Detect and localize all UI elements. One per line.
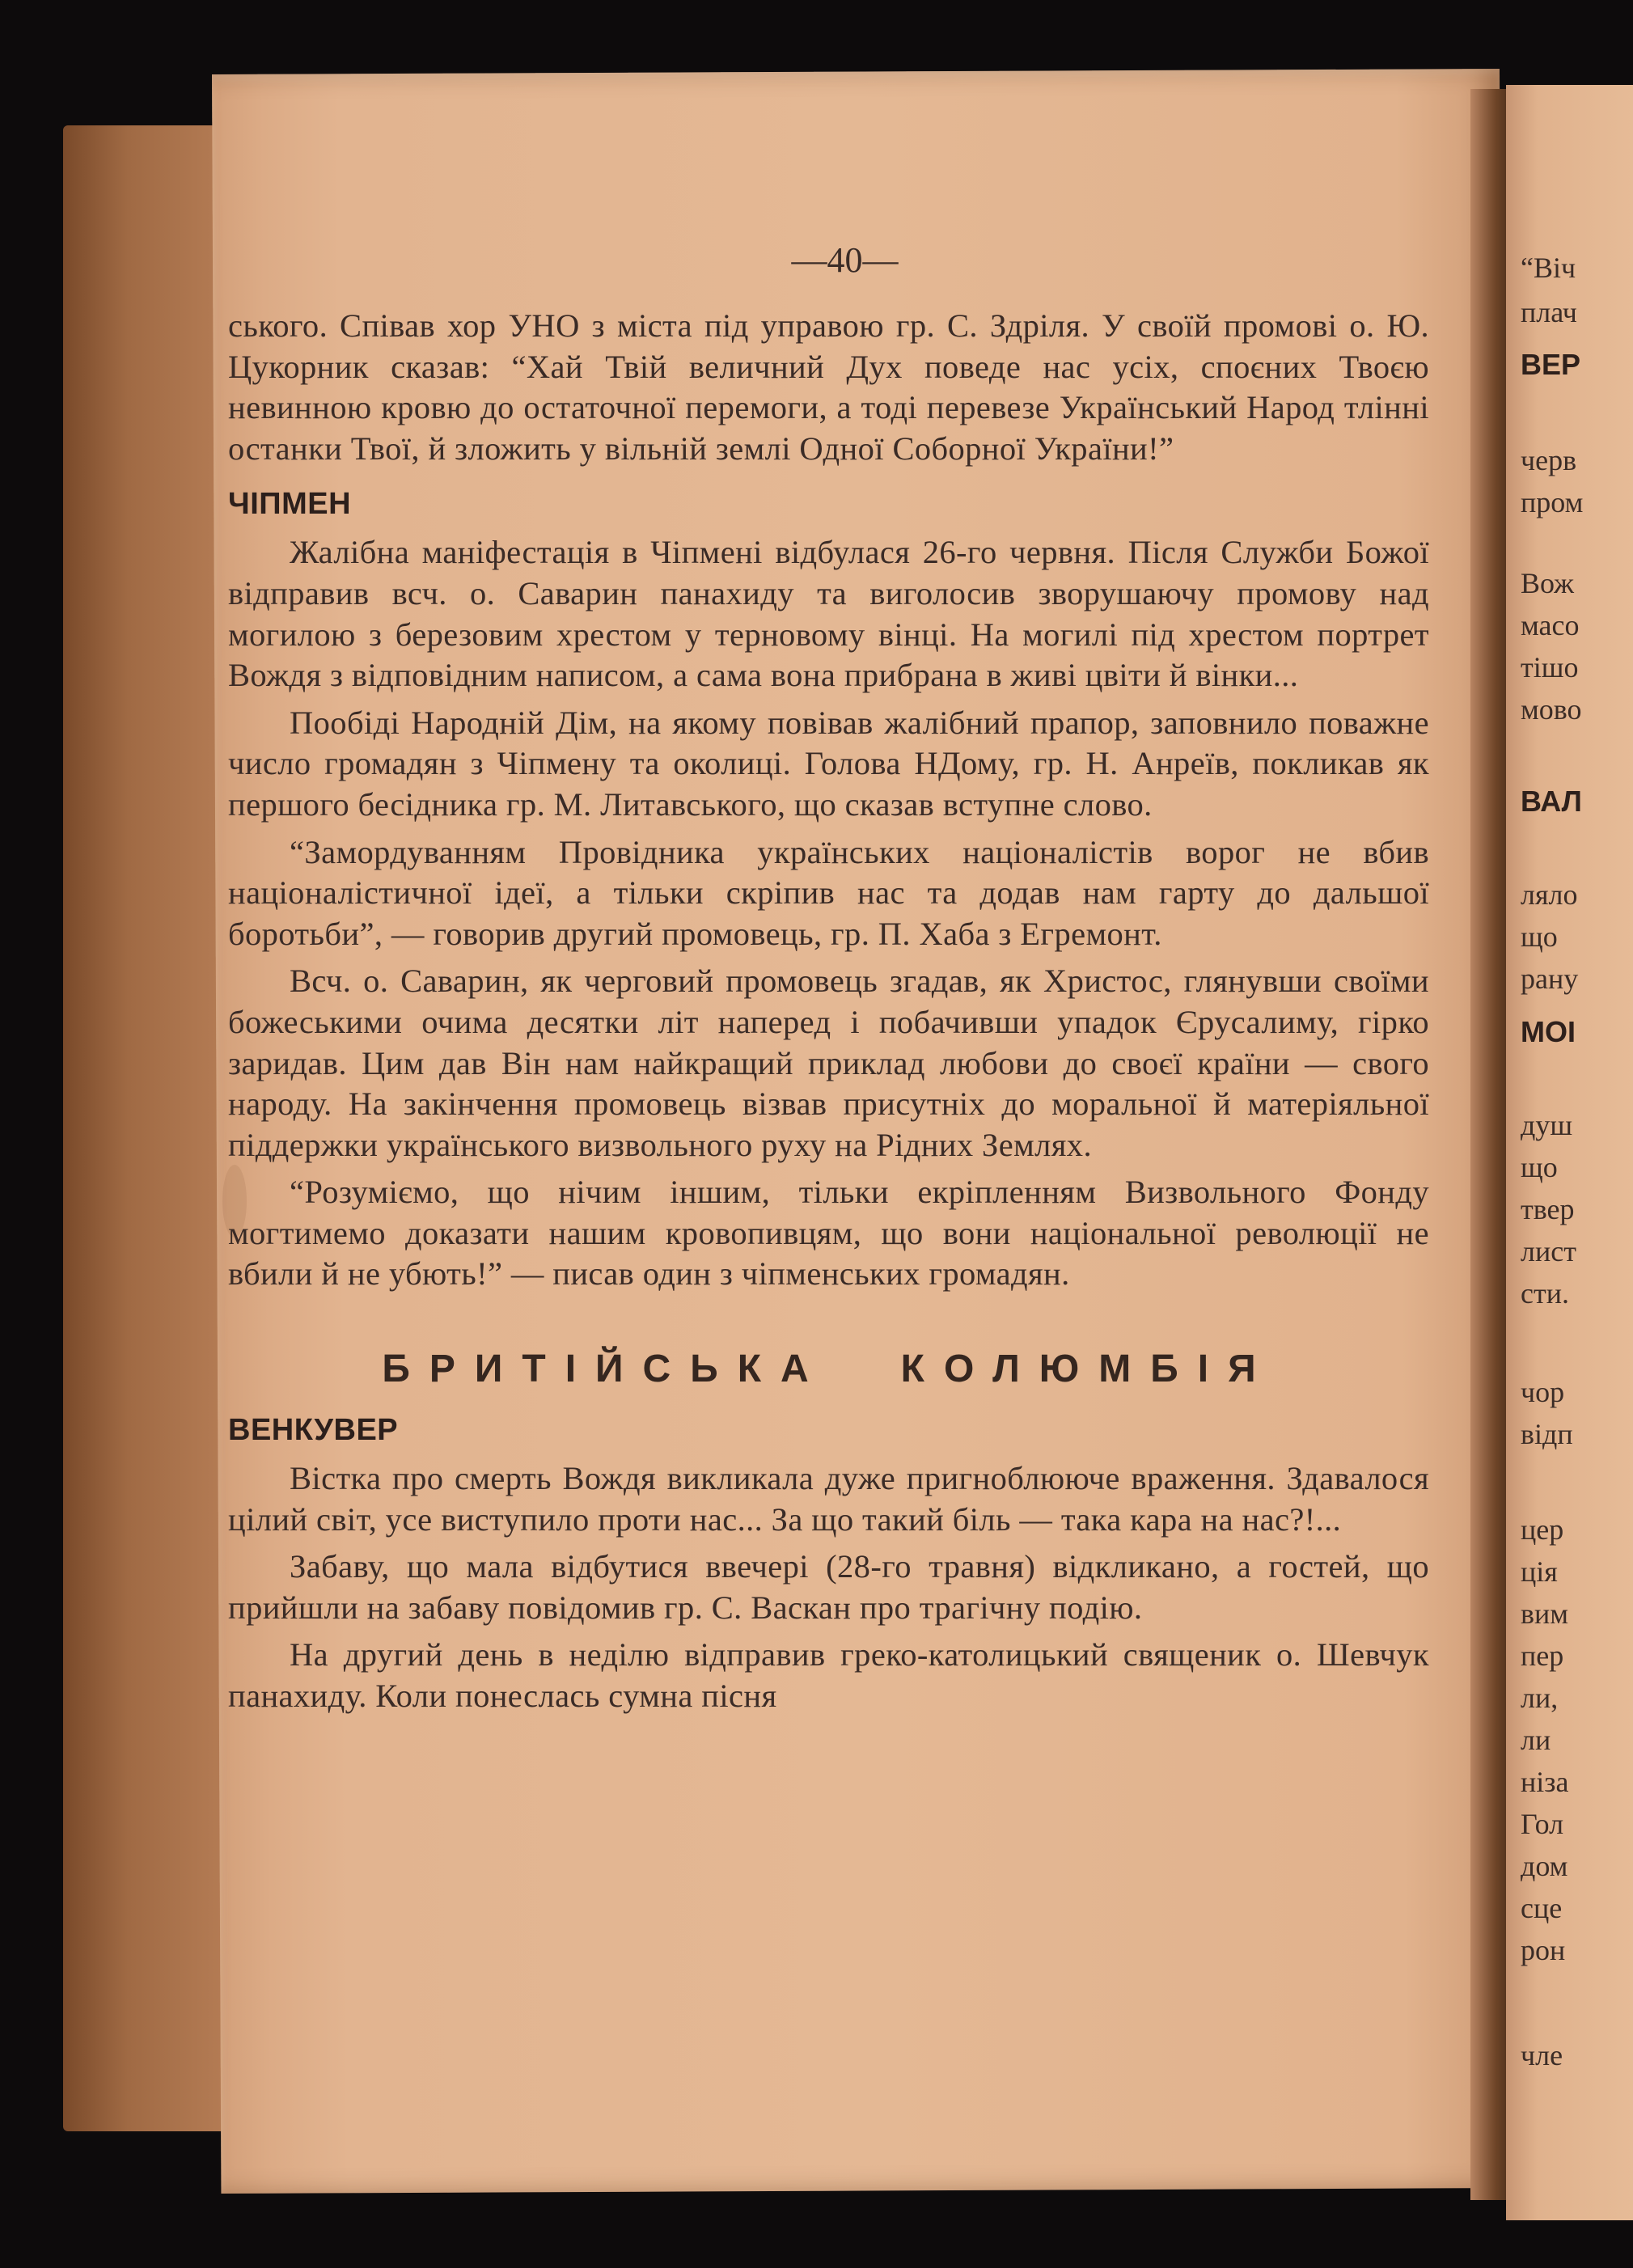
facing-page-fragment: душ xyxy=(1521,1109,1573,1141)
facing-page-fragment: цер xyxy=(1521,1513,1564,1546)
page-number: —40— xyxy=(791,240,899,280)
facing-page-fragment: “Віч xyxy=(1521,252,1576,284)
province-word-2: КОЛЮМБІЯ xyxy=(900,1348,1276,1391)
facing-page-fragment: вим xyxy=(1521,1597,1569,1630)
chipmen-paragraph: Жалібна маніфестація в Чіпмені відбулася 26-го червня. Після Служби Божої відправив всч. о. Саварин панахиду та виголосив зворушаючу промову над могилою з березовим хрестом у терновому вінці. На могилі під хрестом портрет Вождя з відповідним написом, а сама вона прибрана в живі цвіти й вінки... xyxy=(228,534,1429,694)
vancouver-paragraph: На другий день в неділю відправив греко-католицький священик о. Шевчук панахиду. Коли понеслась сумна пісня xyxy=(228,1636,1429,1715)
facing-page-fragment: Вож xyxy=(1521,567,1574,599)
vancouver-paragraph: Забаву, що мала відбутися ввечері (28-го травня) відкликано, а гостей, що прийшли на забаву повідомив гр. С. Васкан про трагічну подію. xyxy=(228,1548,1429,1626)
facing-page-fragment: ВАЛ xyxy=(1521,785,1582,818)
facing-page-fragment: черв xyxy=(1521,444,1577,476)
lead-paragraph: ського. Співав хор УНО з міста під управою гр. С. Здріля. У своїй промові о. Ю. Цукорник сказав: “Хай Твій величний Дух поведе нас усіх, споєних Твоєю невинною кровю до остаточної перемоги, а тоді перевезе Український Народ тлінні останки Твої, й зложить у вільній землі Одної Соборної України!” xyxy=(228,307,1429,467)
facing-page-fragment: рон xyxy=(1521,1934,1566,1966)
facing-page-fragment: плач xyxy=(1521,296,1577,328)
facing-page-fragment: ли, xyxy=(1521,1682,1559,1714)
facing-page-fragment: твер xyxy=(1521,1193,1575,1225)
facing-page-fragment: ляло xyxy=(1521,878,1578,911)
province-word-1: БРИТІЙСЬКА xyxy=(382,1348,828,1391)
facing-page-fragment: дом xyxy=(1521,1850,1568,1882)
facing-page-fragment: рану xyxy=(1521,963,1579,995)
facing-page-fragment: тішо xyxy=(1521,651,1579,683)
chipmen-paragraph: Всч. о. Саварин, як черговий промовець згадав, як Христос, глянувши своїми божеськими очима десятки літ наперед і побачивши упадок Єрусалиму, гірко заридав. Цим дав Він нам найкращий приклад любови до своєї країни — свого народу. На закінчення промовець візвав присутніх до моральної й матеріяльної піддержки українського визвольного руху на Рідних Землях. xyxy=(228,963,1429,1163)
facing-page-fragment: відп xyxy=(1521,1418,1573,1450)
vancouver-paragraph: Вістка про смерть Вождя викликала дуже пригноблююче враження. Здавалося цілий світ, усе виступило проти нас... За що такий біль — така кара на нас?!... xyxy=(228,1460,1429,1538)
facing-page-fragment: чор xyxy=(1521,1376,1565,1408)
facing-page-fragment: мово xyxy=(1521,693,1582,726)
facing-page-fragment: масо xyxy=(1521,609,1580,641)
chipmen-paragraph: “Розуміємо, що нічим іншим, тільки екріпленням Визвольного Фонду могтимемо доказати нашим кровопивцям, що вони національної революції не вбили й не убють!” — писав один з чіпменських громадян. xyxy=(228,1174,1429,1293)
facing-page-fragment: пром xyxy=(1521,486,1584,518)
chipmen-paragraph: Пообіді Народній Дім, на якому повівав жалібний прапор, заповнило поважне число громадян з Чіпмену та околиці. Голова НДому, гр. Н. Анреїв, покликав як першого бесідника гр. М. Литавського, що сказав вступне слово. xyxy=(228,704,1429,823)
facing-page-fragment: Гол xyxy=(1521,1808,1564,1840)
facing-page-fragment: ція xyxy=(1521,1555,1558,1588)
section-heading-vancouver: ВЕНКУВЕР xyxy=(228,1413,399,1448)
facing-page-fragment: що xyxy=(1521,1151,1558,1183)
chipmen-paragraph: “Замордуванням Провідника українських націоналістів ворог не вбив націоналістичної ідеї, а тільки скріпив нас та додав нам гарту до дальшої боротьби”, — говорив другий промовець, гр. П. Хаба з Егремонт. xyxy=(228,833,1429,952)
section-heading-chipmen: ЧІПМЕН xyxy=(228,487,352,522)
page-text xyxy=(228,306,1429,1717)
facing-page-fragment: МОІ xyxy=(1521,1015,1576,1048)
province-heading xyxy=(228,1343,1429,1395)
facing-page-fragment: сце xyxy=(1521,1892,1563,1924)
facing-page-fragment: ли xyxy=(1521,1724,1551,1756)
facing-page-fragment: сти. xyxy=(1521,1277,1569,1310)
facing-page-fragment: чле xyxy=(1521,2039,1563,2071)
facing-page-fragment: ВЕР xyxy=(1521,348,1581,381)
facing-page xyxy=(1506,85,1633,2220)
facing-page-fragment: ніза xyxy=(1521,1766,1569,1798)
facing-page-fragment: що xyxy=(1521,920,1558,953)
facing-page-fragment: пер xyxy=(1521,1640,1564,1672)
facing-page-fragment: лист xyxy=(1521,1235,1576,1267)
